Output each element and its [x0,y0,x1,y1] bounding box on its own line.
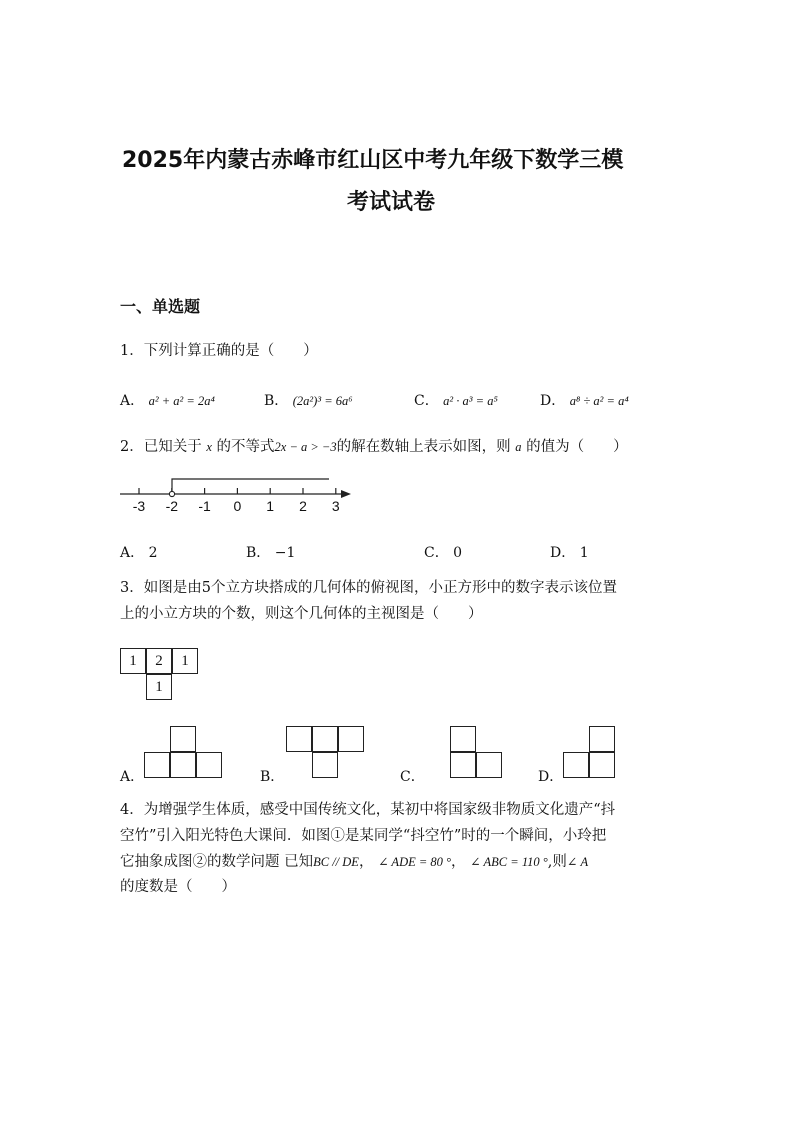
axis-tick-label: -3 [132,498,146,514]
axis-tick-label: 0 [233,498,242,514]
option-label: D． [540,393,566,409]
axis-tick-label: -2 [165,498,179,514]
q2-text-d: 的值为（ ） [526,439,628,455]
cube-square [589,752,615,778]
q1-option-d[interactable] [540,390,629,410]
question-2-stem [120,437,628,457]
axis-tick-label: -1 [198,498,211,514]
cube-square [563,752,589,778]
axis-tick-label: 2 [299,498,307,514]
cube-square [450,752,476,778]
q4-condition-abc: ∠ ABC = 110 ° [470,855,548,869]
option-expr: a² · a³ = a⁵ [443,394,498,408]
q3-option-b-label[interactable]: B． [260,769,285,785]
q3-option-c-label[interactable]: C． [400,769,425,785]
option-value: 0 [453,545,463,561]
cube-square [144,752,170,778]
option-label: B． [246,545,271,561]
q4-text-a: 它抽象成图②的数学问题 已知 [120,854,314,870]
question-4-line2: 空竹”引入阳光特色大课间．如图①是某同学“抖空竹”时的一个瞬间，小玲把 [120,828,607,844]
page-title: 2025年内蒙古赤峰市红山区中考九年级下数学三模 [122,148,624,173]
q4-text-d: ,则 [547,854,567,870]
q4-text-c: ， [451,854,466,870]
q2-var-a: a [515,440,522,454]
open-circle-point [169,491,174,496]
grid-cell: 1 [120,648,146,674]
cube-square [196,752,222,778]
q2-option-d[interactable] [550,542,589,562]
q4-text-b: ， [358,854,374,870]
option-value: 2 [148,545,158,561]
cube-square [476,752,502,778]
q1-option-b[interactable] [264,390,353,410]
cube-square [312,726,338,752]
q4-condition-ade: ∠ ADE = 80 ° [378,855,452,869]
q4-angle-a: ∠ A [566,855,589,869]
question-1-stem: 1．下列计算正确的是（ ） [120,343,318,359]
q3-option-a-label[interactable]: A． [120,769,145,785]
axis-tick-label: 3 [331,498,340,514]
question-3-line1: 3．如图是由5个立方块搭成的几何体的俯视图，小正方形中的数字表示该位置 [120,580,617,596]
cube-square [286,726,312,752]
option-label: B． [264,393,289,409]
q1-option-c[interactable] [414,390,498,410]
q3-option-d-label[interactable]: D． [538,769,564,785]
option-label: A． [120,545,145,561]
question-3-line2: 上的小立方块的个数，则这个几何体的主视图是（ ） [120,606,483,622]
question-4-line3 [120,852,588,872]
option-expr: a⁸ ÷ a² = a⁴ [569,394,629,408]
option-expr: (2a²)³ = 6a⁶ [292,394,353,408]
section-header: 一、单选题 [120,297,201,316]
cube-square [338,726,364,752]
q2-var-x: x [206,440,212,454]
solution-bracket [172,479,329,491]
q2-text-b: 的不等式 [216,439,275,455]
cube-square [312,752,338,778]
cube-square [170,726,196,752]
grid-cell: 1 [172,648,198,674]
q2-text-c: 的解在数轴上表示如图，则 [336,439,511,455]
option-expr: a² + a² = 2a⁴ [148,394,215,408]
option-label: A． [120,393,145,409]
q2-inequality: 2x − a > −3 [274,440,337,454]
q4-condition-parallel: BC // DE [313,855,359,869]
option-label: D． [550,545,576,561]
number-line-arrow [341,490,351,498]
axis-tick-label: 1 [266,498,275,514]
grid-cell: 2 [146,648,172,674]
q2-option-b[interactable] [246,542,295,562]
cube-square [450,726,476,752]
option-value: −1 [274,545,296,561]
grid-cell: 1 [146,674,172,700]
q1-option-a[interactable] [120,390,215,410]
option-value: 1 [579,545,589,561]
question-4-line1: 4．为增强学生体质，感受中国传统文化，某初中将国家级非物质文化遗产“抖 [120,802,616,818]
cube-square [170,752,196,778]
q2-option-c[interactable] [424,542,462,562]
q2-text-a: 2．已知关于 [120,439,202,455]
page-title-line2: 考试试卷 [347,190,436,215]
option-label: C． [414,393,439,409]
cube-square [589,726,615,752]
option-label: C． [424,545,449,561]
q2-option-a[interactable] [120,542,158,562]
question-4-line4: 的度数是（ ） [120,879,236,895]
number-line-figure [115,470,360,520]
